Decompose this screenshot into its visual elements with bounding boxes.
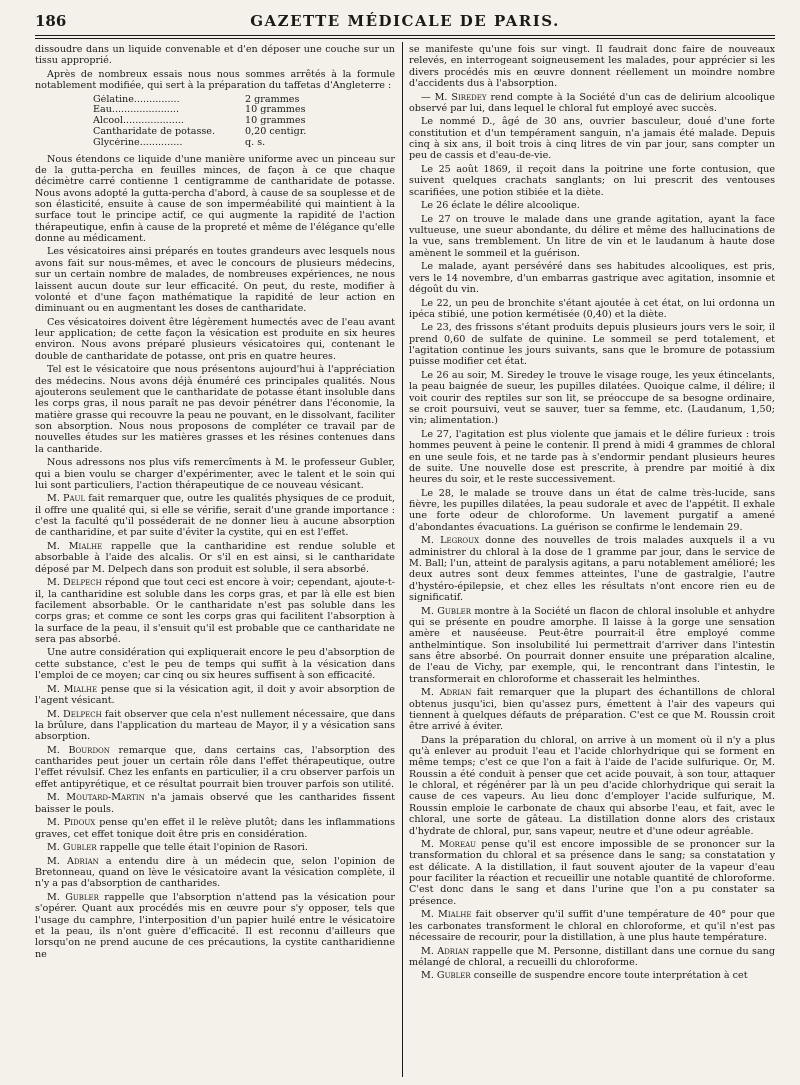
ingredient-name: Eau...................... [93,105,179,116]
paragraph: Ces vésicatoires doivent être légèrement humectés avec de l'eau avant leur application; de cette façon la vésication est produite en six heures environ. Nous avons préparé plusieurs vésicatoires qui, contenant le double de cantharidate de potasse, ont pris en quatre heures. [35,316,395,362]
paragraph-text: fait remarquer que la plupart des échantillons de chloral obtenus jusqu'ici, bien qu'assez purs, émettent à l'air des vapeurs qui tiennent à quelques défauts de préparation. C'est ce que M. Roussin croit être arrivé à éviter. [409,687,775,733]
paragraph-text: fait remarquer que, outre les qualités physiques de ce produit, il offre une qualité qui, si elle se vérifie, serait d'une grande importance : c'est la faculté qu'il posséderait de ne donner lieu à aucune absorption de cantharidine, et par suite d'éviter la cystite, qui en est l'effet. [35,493,395,539]
paragraph [35,709,395,743]
paragraph-text: rappelle que telle était l'opinion de Rasori. [96,842,308,854]
paragraph [35,892,395,960]
paragraph-text: conseille de suspendre encore toute interprétation à cet [470,970,748,982]
ingredient-quantity: 10 grammes [245,115,306,127]
paragraph-text: fait observer que cela n'est nullement nécessaire, que dans la brûlure, dans l'application du marteau de Mayor, il y a vésication sans absorption. [35,708,395,743]
paragraph: Nous étendons ce liquide d'une manière uniforme avec un pinceau sur de la gutta-percha en feuilles minces, de façon à ce que chaque décimètre carré contienne 1 centigramme de cantharidate de potasse. Nous avons adopté la gutta-percha d'abord, à cause de sa souplesse et de son élasticité, ensuite à cause de son imperméabilité qui maintient à la surface tout le principe actif, ce qui augmente la rapidité de l'action thérapeutique, enfin à cause de la propreté et même de l'élégance qu'elle donne au médicament. [35,153,395,244]
paragraph: Le 27, l'agitation est plus violente que jamais et le délire furieux : trois hommes peuvent à peine le contenir. Il prend à midi 4 grammes de chloral en une seule fois, et ne tarde pas à s'endormir pendant plusieurs heures de suite. Une nouvelle dose est prescrite, à prendre par moitié à dix heures du soir, et le reste successivement. [409,428,775,486]
paragraph-text: pense qu'il est encore impossible de se prononcer sur la transformation du chloral et sa présence dans le sang; sa constatation y est délicate. A la distillation, il faut souvent ajouter de la vapeur d'eau pour faciliter la réaction et recueillir une notable quantité de chloroforme. C'est donc dans le sang et dans l'urine que l'on a pu constater sa présence. [409,839,775,907]
page-number: 186 [35,12,67,30]
paragraph [409,970,775,981]
ingredient-name: Gélatine............... [93,94,180,105]
paragraph-text: rend compte à la Société d'un cas de delirium alcoolique observé par lui, dans lequel le chloral fut employé avec succès. [409,91,775,114]
speaker-name: M. Gubler [421,970,471,982]
paragraph: dissoudre dans un liquide convenable et d'en déposer une couche sur un tissu approprié. [35,44,395,67]
speaker-name: M. Gubler [47,842,97,854]
paragraph [35,745,395,790]
speaker-name: M. Mialhe [47,683,98,695]
paragraph [409,687,775,732]
speaker-name: — M. Siredey [421,91,487,103]
journal-title: GAZETTE MÉDICALE DE PARIS. [250,12,560,30]
paragraph [409,535,775,603]
page-header [35,10,775,32]
paragraph-text: n'a jamais observé que les cantharides fissent baisser le pouls. [35,792,395,815]
paragraph [35,577,395,645]
speaker-name: M. Adrian [421,945,470,957]
paragraph [35,493,395,538]
header-rule [35,35,775,36]
speaker-name: M. Mialhe [47,541,103,553]
speaker-name: M. Delpech [47,577,102,589]
paragraph: se manifeste qu'une fois sur vingt. Il faudrait donc faire de nouveaux relevés, en interrogeant soigneusement les malades, pour apprécier si les divers procédés mis en œuvre donnent réellement un moindre nombre d'accidents dus à l'absorption. [409,44,775,90]
ingredient-name: Glycérine.............. [93,137,183,148]
paragraph: Nous adressons nos plus vifs remercîments à M. le professeur Gubler, qui a bien voulu se charger d'expérimenter, avec le talent et le soin qui lui sont particuliers, l'action thérapeutique de ce nouveau vésicant. [35,457,395,491]
ingredient-quantity: q. s. [245,136,266,148]
paragraph: Une autre considération qui expliquerait encore le peu d'absorption de cette substance, c'est le peu de temps qui suffit à la vésication dans l'emploi de ce moyen; car cinq ou six heures suffisent à son efficacité. [35,647,395,682]
ingredient-quantity: 2 grammes [245,93,300,105]
left-column [35,44,395,1080]
paragraph: Le 28, le malade se trouve dans un état de calme très-lucide, sans fièvre, les pupilles dilatées, la peau sudorale et avec de l'appétit. Il exhale une forte odeur de chloroforme. Un lavement purgatif a amené d'abondantes évacuations. La guérison se confirme le lendemain 29. [409,487,775,533]
paragraph: Le 26 au soir, M. Siredey le trouve le visage rouge, les yeux étincelants, la peau baignée de sueur, les pupilles dilatées. Quoique calme, il délire; il voit courir des reptiles sur son lit, se préoccupe de sa besogne ordinaire, se croit poursuivi, veut se sauver, tuer sa femme, etc. (Laudanum, 1,50; vin; alimentation.) [409,369,775,427]
speaker-name: M. Bourdon [47,744,110,756]
right-column [409,44,775,1080]
speaker-name: M. Adrian [47,855,99,867]
paragraph [409,909,775,943]
paragraph [35,856,395,890]
paragraph [35,541,395,575]
paragraph [409,92,775,115]
speaker-name: M. Pidoux [47,817,96,829]
speaker-name: M. Adrian [421,687,472,699]
speaker-name: M. Moreau [421,839,477,851]
paragraph: Dans la préparation du chloral, on arrive à un moment où il n'y a plus qu'à enlever au produit l'eau et l'acide chlorhydrique qui se forment en même temps; c'est ce que l'on a fait à l'aide de l'acide sulfurique. Or, M. Roussin a été conduit à penser que cet acide pouvait, à son tour, attaquer le chloral, et régénérer par là un peu d'acide chlorhydrique qui serait la cause de ces vapeurs. Au lieu donc d'employer l'acide sulfurique, M. Roussin emploie le carbonate de chaux qui absorbe l'eau, et fait, avec le chloral, une sorte de gâteau. La distillation donne alors des cristaux d'hydrate de chloral, pur, sans vapeur, neutre et d'une odeur agréable. [409,734,775,837]
paragraph [409,606,775,685]
recipe-row [93,127,395,138]
speaker-name: M. Gubler [421,605,472,617]
paragraph-text: montre à la Société un flacon de chloral insoluble et anhydre qui se présente en poudre amorphe. Il laisse à la gorge une sensation amère et nauséeuse. Peut-être pourrait-il être employé comme anthelmintique. Son insolubilité lui permettrait d'arriver dans l'intestin sans être absorbé. On pourrait donner ensuite une préparation alcaline, de l'eau de Vichy, par exemple, qui, le rencontrant dans l'intestin, le transformerait en chloroforme et chasserait les helminthes. [409,605,775,685]
speaker-name: M. Delpech [47,708,102,720]
paragraph [35,817,395,840]
paragraph [35,842,395,853]
recipe-row [93,116,395,127]
ingredient-name: Alcool.................... [93,116,184,127]
ingredient-quantity: 10 grammes [245,104,306,116]
paragraph-text: rappelle que l'absorption n'attend pas la vésication pour s'opérer. Quant aux procédés mis en œuvre pour s'y opposer, tels que l'usage du camphre, l'interposition d'un papier huilé entre le vésicatoire et la peau, ils n'ont guère d'efficacité. Il est reconnu d'ailleurs que lorsqu'on ne prend aucune de ces précautions, la cystite cantharidienne ne [35,891,395,960]
speaker-name: M. Mialhe [421,909,472,921]
paragraph-text: rappelle que la cantharidine est rendue soluble et absorbable à l'aide des alcalis. Or s'il en est ainsi, si le cantharidate déposé par M. Delpech dans son produit est soluble, il sera absorbé. [35,541,395,575]
paragraph: Le malade, ayant persévéré dans ses habitudes alcooliques, est pris, vers le 14 novembre, d'un embarras gastrique avec agitation, insomnie et dégoût du vin. [409,261,775,295]
paragraph-text: répond que tout ceci est encore à voir; cependant, ajoute-t-il, la cantharidine est soluble dans les corps gras, et par là elle est bien facilement absorbable. Or le cantharidate n'est pas soluble dans les corps gras; et comme ce sont les corps gras qui facilitent l'absorption à la surface de la peau, il s'ensuit qu'il est probable que ce cantharidate ne sera pas absorbé. [35,577,395,645]
speaker-name: M. Legroux [421,535,480,547]
paragraph [409,839,775,907]
recipe-row [93,105,395,116]
paragraph: Après de nombreux essais nous nous sommes arrêtés à la formule notablement modifiée, qui sert à la préparation du taffetas d'Angleterre : [35,68,395,92]
paragraph: Le 23, des frissons s'étant produits depuis plusieurs jours vers le soir, il prend 0,60 de sulfate de quinine. Le sommeil se perd totalement, et l'agitation continue les jours suivants, sans que le bromure de potassium puisse modifier cet état. [409,322,775,368]
paragraph: Le 26 éclate le délire alcoolique. [421,200,580,212]
paragraph-text: pense qu'en effet il le relève plutôt; dans les inflammations graves, cet effet tonique doit être pris en considération. [35,817,395,840]
recipe-list [93,95,395,149]
header-rule-thin [35,38,775,39]
paragraph-text: rappelle que M. Personne, distillant dans une cornue du sang mélangé de chloral, a recueilli du chloroforme. [409,945,775,968]
paragraph [35,684,395,707]
paragraph [35,792,395,815]
speaker-name: M. Paul [47,493,86,505]
speaker-name: M. Moutard-Martin [47,792,145,804]
paragraph-text: fait observer qu'il suffit d'une température de 40° pour que les carbonates transforment le chloral en chloroforme, et qu'il n'est pas nécessaire de recourir, pour la distillation, à une plus haute température. [409,909,775,943]
paragraph-text: a entendu dire à un médecin que, selon l'opinion de Bretonneau, quand on lève le vésicatoire avant la vésication complète, il n'y a pas d'absorption de cantharides. [35,855,395,890]
paragraph: Le 22, un peu de bronchite s'étant ajoutée à cet état, on lui ordonna un ipéca stibié, une potion kermétisée (0,40) et la diète. [409,297,775,320]
column-divider [402,42,403,1077]
recipe-row [93,95,395,106]
recipe-row [93,138,395,149]
paragraph [409,946,775,969]
ingredient-name: Cantharidate de potasse. [93,126,216,137]
paragraph-text: pense que si la vésication agit, il doit y avoir absorption de l'agent vésicant. [35,683,395,707]
paragraph: Tel est le vésicatoire que nous présentons aujourd'hui à l'appréciation des médecins. Nous avons déjà énuméré ces principales qualités. Nous ajouterons seulement que le cantharidate de potasse étant insoluble dans les corps gras, il nous paraît ne pas devoir pénétrer dans l'économie, la matière grasse qui recouvre la peau ne pouvant, en le dissolvant, faciliter son absorption. Nous nous proposons de compléter ce travail par de nouvelles études sur les matières grasses et les résines contenues dans la cantharide. [35,364,395,455]
paragraph-text: donne des nouvelles de trois malades auxquels il a vu administrer du chloral à la dose de 1 gramme par jour, dans le service de M. Ball; l'un, atteint de paralysis agitans, a paru notablement amélioré; les deux autres sont deux femmes atteintes, l'une de gastralgie, l'autre d'hystéro-épilepsie, et chez elles les résultats n'ont encore rien eu de significatif. [409,535,775,604]
paragraph: Le 25 août 1869, il reçoit dans la poitrine une forte contusion, que suivent quelques crachats sanglants; on lui prescrit des ventouses scarifiées, une potion stibiée et la diète. [409,164,775,198]
paragraph: Le nommé D., âgé de 30 ans, ouvrier basculeur, doué d'une forte constitution et d'un tempérament sanguin, n'a jamais été malade. Depuis cinq à six ans, il boit trois à cinq litres de vin par jour, sans compter un peu de cassis et d'eau-de-vie. [409,116,775,162]
paragraph-text: remarque que, dans certains cas, l'absorption des cantharides peut jouer un certain rôle dans l'effet thérapeutique, outre l'effet révulsif. Chez les enfants en particulier, il a cru observer parfois un effet antipyrétique, et ce résultat pourrait bien trouver parfois son utilité. [35,744,395,790]
ingredient-quantity: 0,20 centigr. [245,125,307,137]
speaker-name: M. Gubler [47,891,99,903]
paragraph: Les vésicatoires ainsi préparés en toutes grandeurs avec lesquels nous avons fait sur nous-mêmes, et avec le concours de plusieurs médecins, sur un certain nombre de malades, de nombreuses expériences, ne nous laissent aucun doute sur leur efficacité. On peut, du reste, modifier à volonté et d'une façon mathématique la rapidité de leur action en diminuant ou en augmentant les doses de cantharidate. [35,246,395,315]
paragraph: Le 27 on trouve le malade dans une grande agitation, ayant la face vultueuse, une sueur abondante, du délire et même des hallucinations de la vue, sans tremblement. Un litre de vin et le laudanum à haute dose amènent le sommeil et la guérison. [409,213,775,259]
